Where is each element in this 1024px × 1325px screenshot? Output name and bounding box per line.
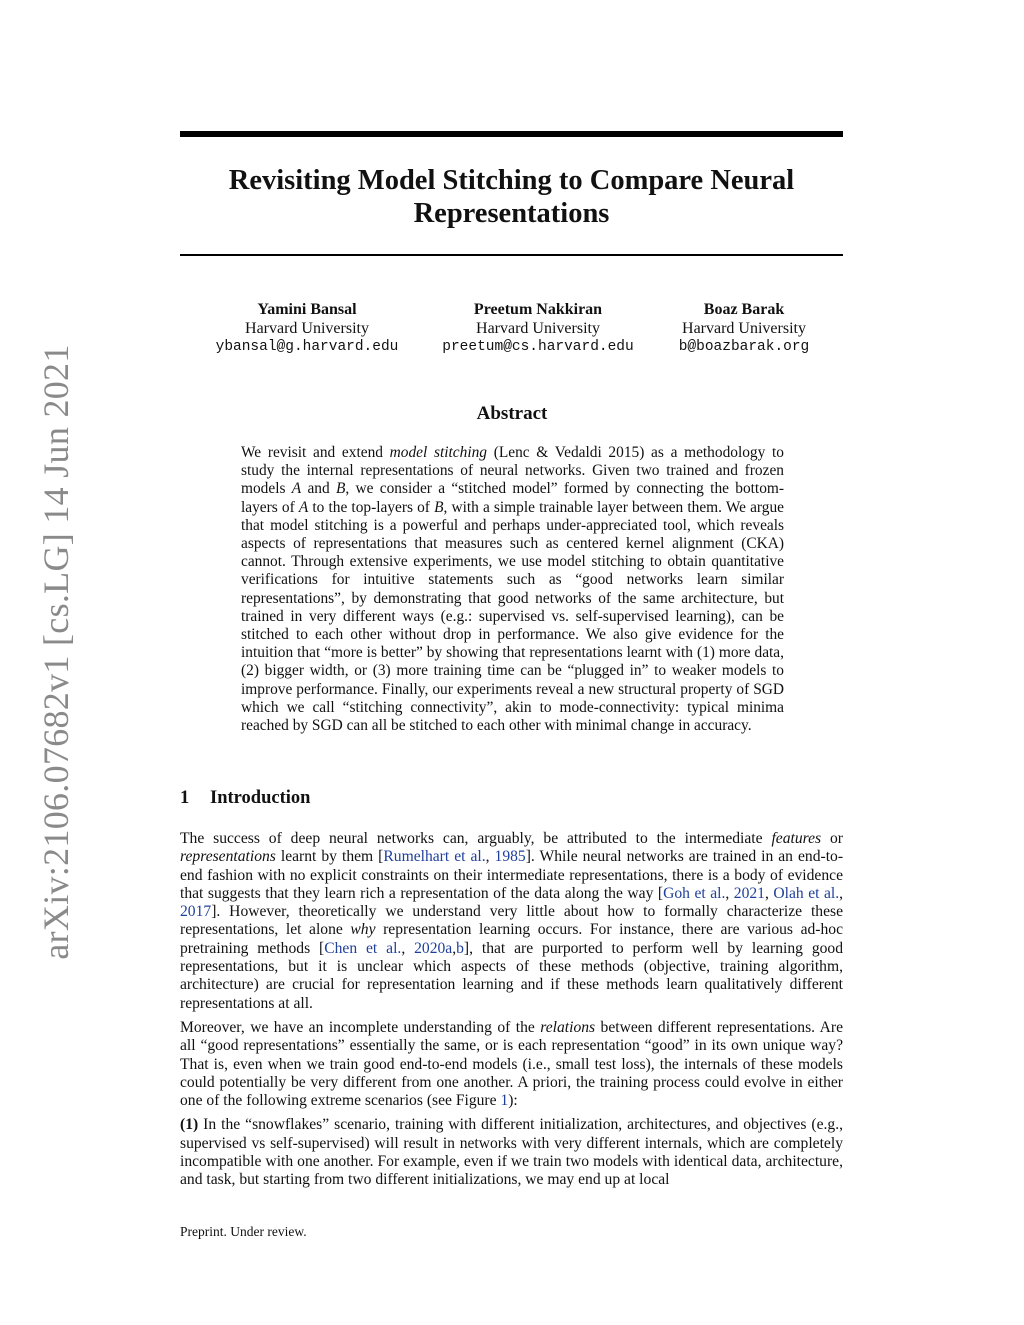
author-boaz-barak bbox=[624, 300, 864, 357]
citation-link[interactable]: Chen et al. bbox=[324, 939, 402, 957]
abstract-text-run: , with a simple trainable layer between them. We argue that model stitching is a powerful and perhaps under-appreciated tool, which reveals aspects of representations that measures such as centered kernel alignment (CKA) cannot. Through extensive experiments, we use model stitching to obtain quantitative verifications for intuitive statements such as “good networks learn similar representations”, by demonstrating that good networks of the same architecture, but trained in very different ways (e.g.: supervised vs. self-supervised learning), can be stitched to each other without drop in performance. We also give evidence for the intuition that “more is better” by showing that representations learnt with (1) more data, (2) bigger width, or (3) more training time can be “plugged in” to weaker models to improve performance. Finally, our experiments reveal a new structural property of SGD which we call “stitching connectivity”, akin to mode-connectivity: typical minima reached by SGD can all be stitched to each other with minimal change in accuracy. bbox=[241, 498, 784, 735]
scenario-marker: (1) bbox=[180, 1116, 199, 1134]
math-symbol-b: B bbox=[335, 480, 346, 498]
author-email[interactable]: ybansal@g.harvard.edu bbox=[215, 339, 399, 355]
author-name: Preetum Nakkiran bbox=[473, 301, 603, 318]
title-top-rule bbox=[180, 131, 843, 137]
math-symbol-b: B bbox=[434, 498, 444, 516]
paper-title: Revisiting Model Stitching to Compare Neural Representations bbox=[228, 165, 795, 229]
footer-note: Preprint. Under review. bbox=[180, 1224, 307, 1239]
text-run: ], that are purported to perform well by learning good representations, but it is unclear which aspects of these methods (objective, training algorithm, architecture) are crucial for representation learning and if these methods learn qualitatively different representations at all. bbox=[180, 939, 844, 1012]
author-affiliation: Harvard University bbox=[476, 320, 600, 337]
abstract-text-run: , we consider a “stitched model” formed by connecting the bottom-layers of bbox=[241, 480, 784, 516]
citation-link[interactable]: 1985 bbox=[494, 848, 526, 866]
author-affiliation: Harvard University bbox=[682, 320, 806, 337]
figure-reference-link[interactable]: 1 bbox=[500, 1092, 509, 1110]
section-title: Introduction bbox=[210, 788, 311, 808]
abstract-text-run: (Lenc & Vedaldi 2015) as a methodology to study the internal representations of neural networks. Given two trained and frozen models bbox=[241, 444, 785, 498]
citation-link[interactable]: Olah et al. bbox=[773, 884, 840, 902]
introduction-body bbox=[180, 830, 843, 1196]
emphasis: features bbox=[771, 830, 822, 847]
intro-paragraph-3 bbox=[180, 1116, 843, 1189]
abstract-emphasis: model stitching bbox=[389, 444, 488, 461]
abstract-text bbox=[241, 444, 784, 735]
intro-paragraph-2 bbox=[180, 1019, 843, 1110]
text-run: The success of deep neural networks can, arguably, be attributed to the intermediate bbox=[180, 830, 772, 847]
author-email[interactable]: preetum@cs.harvard.edu bbox=[442, 339, 634, 355]
text-run: , bbox=[452, 939, 457, 957]
abstract-text-run: to the top-layers of bbox=[308, 498, 435, 516]
emphasis: why bbox=[350, 921, 376, 939]
text-run: between different representations. Are all “good representations” essentially the same, or is each representation “good” in its own unique way? That is, even when we train good end-to-end models (i.e., small test loss), the internals of these models could potentially be very different from one another. A priori, the training process could evolve in either one of the following extreme scenarios (see Figure bbox=[180, 1018, 843, 1110]
text-run: Moreover, we have an incomplete understanding of the bbox=[180, 1018, 541, 1036]
citation-link[interactable]: Rumelhart et al. bbox=[383, 848, 486, 866]
author-email[interactable]: b@boazbarak.org bbox=[678, 339, 810, 355]
author-name: Boaz Barak bbox=[703, 301, 785, 318]
author-name: Yamini Bansal bbox=[257, 301, 357, 318]
text-run: , bbox=[764, 884, 774, 902]
text-run: , bbox=[485, 848, 495, 866]
emphasis: relations bbox=[540, 1018, 596, 1036]
text-run: ]. However, theoretically we understand very little about how to formally characterize these representations, let alone bbox=[180, 903, 843, 939]
citation-link[interactable]: 2020a bbox=[414, 939, 453, 957]
author-affiliation: Harvard University bbox=[245, 320, 369, 337]
author-preetum-nakkiran bbox=[418, 300, 658, 357]
citation-link[interactable]: 2021 bbox=[733, 884, 765, 902]
citation-link[interactable]: b bbox=[456, 939, 464, 957]
text-run: , bbox=[725, 884, 734, 902]
intro-paragraph-1 bbox=[180, 830, 843, 1013]
emphasis: representations bbox=[180, 848, 276, 866]
arxiv-identifier: arXiv:2106.07682v1 [cs.LG] 14 Jun 2021 bbox=[36, 344, 76, 960]
title-bottom-rule bbox=[180, 254, 843, 256]
math-symbol-a: A bbox=[291, 480, 302, 498]
text-run: ]. While neural networks are trained in an end-to-end fashion with no explicit constraints on their intermediate representations, there is a body of evidence that suggests that they learn rich a representation of the data along the way [ bbox=[180, 848, 844, 902]
author-yamini-bansal bbox=[187, 300, 427, 357]
text-run: learnt by them [ bbox=[275, 848, 384, 866]
citation-link[interactable]: 2017 bbox=[180, 903, 212, 921]
author-block bbox=[0, 300, 1024, 360]
abstract-text-run: We revisit and extend bbox=[241, 444, 390, 461]
text-run: In the “snowflakes” scenario, training with different initialization, architectures, and objectives (e.g., supervised vs self-supervised) will result in networks with very different internals, which are completely incompatible with one another. For example, even if we train two models with identical data, architecture, and task, but starting from two different initializations, we may end up at local bbox=[180, 1116, 843, 1189]
citation-link[interactable]: Goh et al. bbox=[663, 884, 726, 902]
text-run: , bbox=[401, 939, 415, 957]
abstract-heading: Abstract bbox=[476, 403, 548, 424]
text-run: or bbox=[821, 830, 843, 847]
section-number: 1 bbox=[180, 788, 190, 808]
text-run: ): bbox=[508, 1092, 518, 1110]
math-symbol-a: A bbox=[298, 498, 309, 516]
abstract-text-run: and bbox=[301, 480, 336, 498]
section-heading-introduction bbox=[180, 788, 310, 809]
text-run: representation learning occurs. For instance, there are various ad-hoc pretraining methods [ bbox=[180, 921, 843, 957]
text-run: , bbox=[839, 884, 844, 902]
